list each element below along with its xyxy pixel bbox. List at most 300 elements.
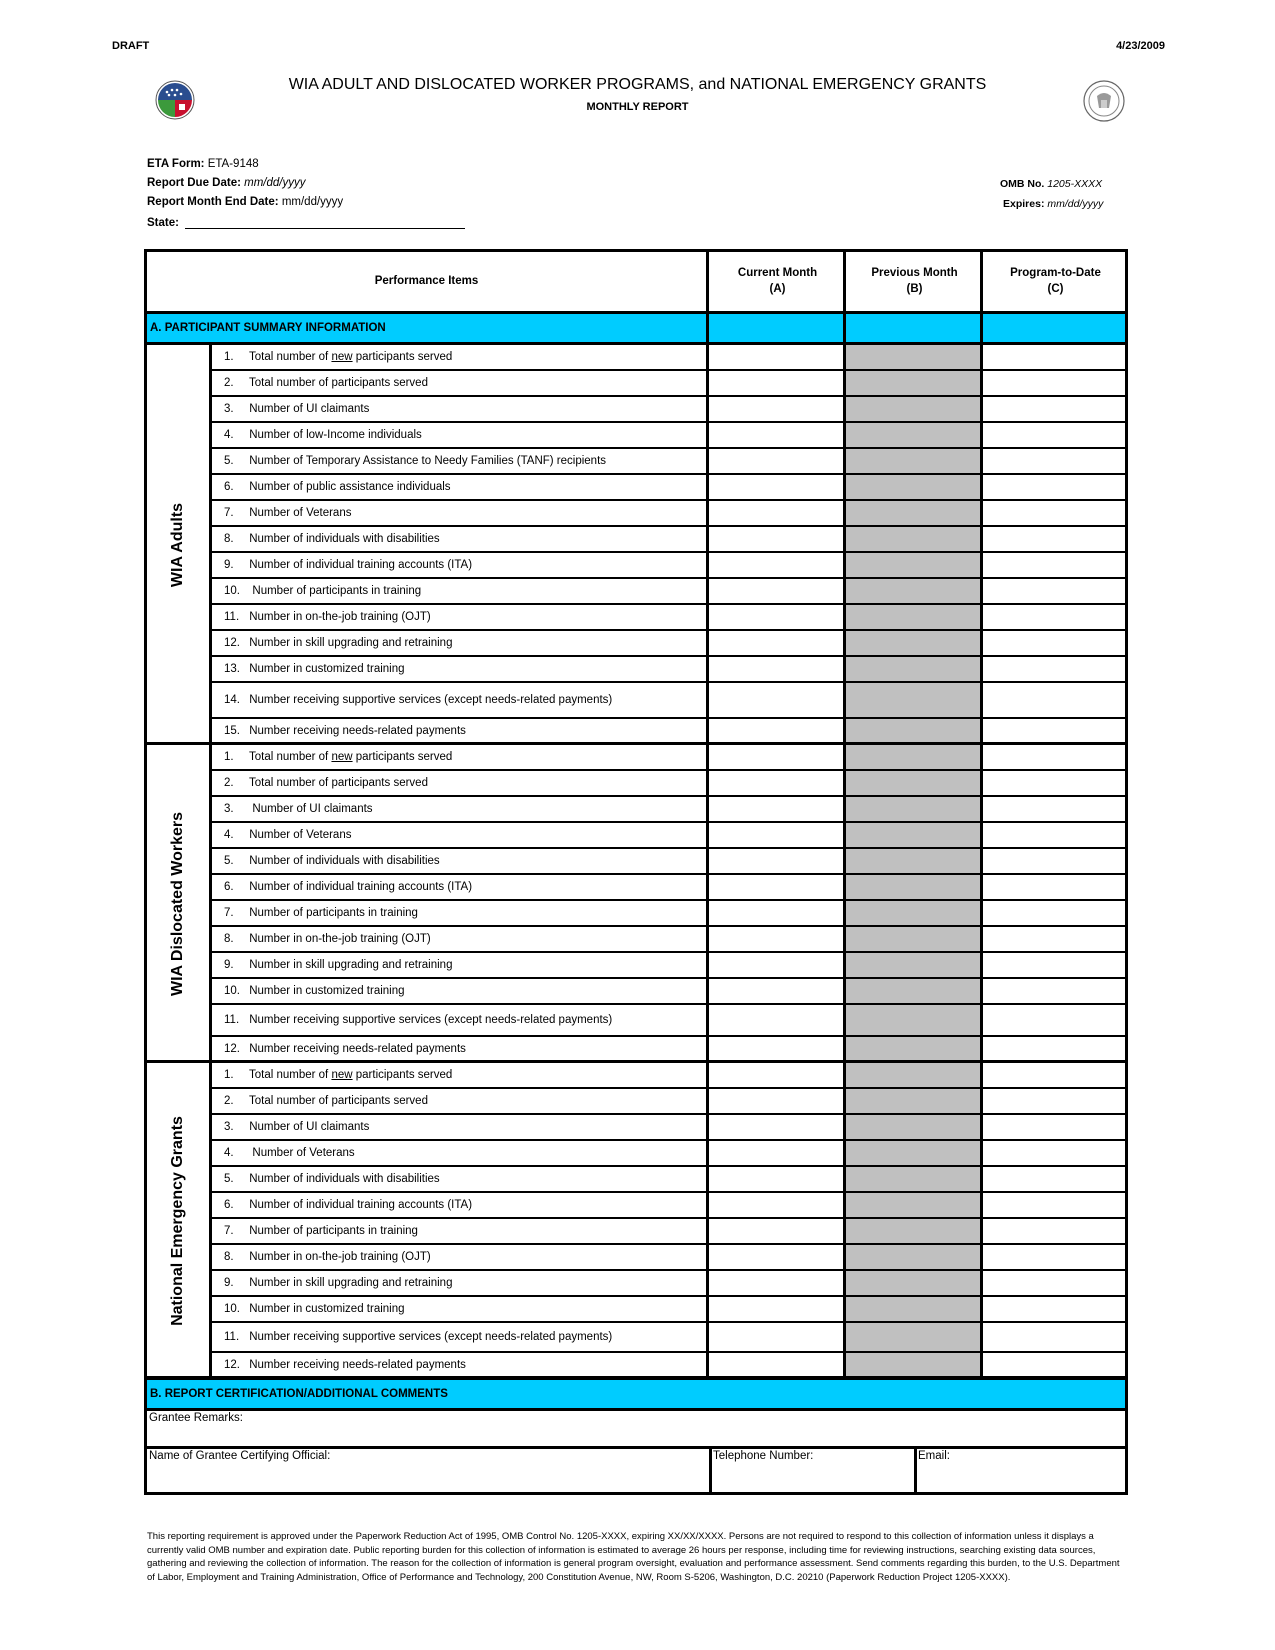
program-to-date-input[interactable] (983, 849, 1128, 873)
previous-month-cell (846, 631, 983, 655)
previous-month-cell (846, 1271, 983, 1295)
program-to-date-input[interactable] (983, 823, 1128, 847)
previous-month-cell (846, 371, 983, 395)
previous-month-cell (846, 1005, 983, 1035)
program-to-date-input[interactable] (983, 797, 1128, 821)
table-row (212, 397, 1128, 423)
grantee-remarks-label: Grantee Remarks: (149, 1412, 243, 1424)
table-row (212, 553, 1128, 579)
current-month-input[interactable] (709, 397, 846, 421)
row-label (224, 849, 440, 873)
previous-month-cell (846, 927, 983, 951)
previous-month-cell (846, 849, 983, 873)
previous-month-cell (846, 501, 983, 525)
row-text: Number of individual training accounts (ITA) (246, 1199, 473, 1211)
previous-month-cell (846, 1037, 983, 1060)
program-to-date-input[interactable] (983, 771, 1128, 795)
row-number: 12. (224, 637, 240, 649)
omb-field (1000, 178, 1102, 190)
due-date-value[interactable]: mm/dd/yyyy (244, 177, 306, 189)
column-divider-c (980, 249, 983, 1379)
row-text: Number receiving supportive services (except needs-related payments) (246, 694, 613, 706)
program-to-date-input[interactable] (983, 901, 1128, 925)
current-month-input[interactable] (709, 901, 846, 925)
table-row (212, 745, 1128, 771)
program-to-date-input[interactable] (983, 579, 1128, 603)
row-label (224, 1141, 355, 1165)
current-month-input[interactable] (709, 1297, 846, 1321)
current-month-input[interactable] (709, 683, 846, 717)
row-text: Number in on-the-job training (OJT) (246, 933, 431, 945)
current-month-input[interactable] (709, 1219, 846, 1243)
row-text: Number receiving supportive services (except needs-related payments) (246, 1331, 613, 1343)
program-to-date-input[interactable] (983, 1297, 1128, 1321)
table-row (212, 371, 1128, 397)
section-b-header: B. REPORT CERTIFICATION/ADDITIONAL COMMENTS (144, 1377, 1128, 1411)
table-row (212, 797, 1128, 823)
row-text: Number in customized training (246, 1303, 405, 1315)
table-row (212, 901, 1128, 927)
row-number: 2. (224, 777, 234, 789)
eta-form-value: ETA-9148 (207, 158, 259, 170)
program-to-date-input[interactable] (983, 1005, 1128, 1035)
current-month-input[interactable] (709, 579, 846, 603)
table-row (212, 1245, 1128, 1271)
table-row (212, 527, 1128, 553)
row-number: 2. (224, 1095, 234, 1107)
row-label (224, 927, 431, 951)
table-row (212, 1353, 1128, 1379)
row-text: Number receiving supportive services (except needs-related payments) (246, 1014, 613, 1026)
row-label (224, 527, 440, 551)
row-number: 3. (224, 803, 234, 815)
row-text: Number of UI claimants (246, 1121, 370, 1133)
row-text: participants served (352, 751, 453, 763)
row-number: 1. (224, 751, 234, 763)
row-number: 9. (224, 559, 234, 571)
current-month-input[interactable] (709, 1037, 846, 1060)
program-to-date-input[interactable] (983, 449, 1128, 473)
program-to-date-input[interactable] (983, 631, 1128, 655)
row-number: 3. (224, 403, 234, 415)
row-number: 11. (224, 611, 240, 623)
table-row (212, 927, 1128, 953)
table-row (212, 1219, 1128, 1245)
row-number: 1. (224, 1069, 234, 1081)
row-number: 4. (224, 1147, 234, 1159)
row-number: 15. (224, 724, 240, 737)
group-label (144, 345, 212, 745)
previous-month-cell (846, 953, 983, 977)
row-label (224, 771, 428, 795)
program-to-date-input[interactable] (983, 1219, 1128, 1243)
current-month-input[interactable] (709, 771, 846, 795)
current-month-input[interactable] (709, 823, 846, 847)
row-text: Number of Veterans (246, 507, 352, 519)
previous-month-cell (846, 901, 983, 925)
current-month-input[interactable] (709, 1193, 846, 1217)
row-number: 8. (224, 1251, 234, 1263)
group-label-text: WIA Adults (169, 502, 187, 588)
row-label (224, 745, 452, 769)
document-date: 4/23/2009 (1116, 40, 1165, 52)
current-month-input[interactable] (709, 1115, 846, 1139)
state-label: State: (147, 217, 179, 229)
group-label (144, 1063, 212, 1379)
row-label (224, 979, 405, 1003)
table-row (212, 1141, 1128, 1167)
table-row (212, 1271, 1128, 1297)
column-header-performance-items (144, 249, 709, 313)
program-to-date-input[interactable] (983, 657, 1128, 681)
column-header-label: Program-to-Date (1010, 267, 1101, 279)
email-label: Email: (918, 1450, 950, 1462)
program-to-date-input[interactable] (983, 1245, 1128, 1269)
row-label (224, 1245, 431, 1269)
grantee-remarks-field[interactable] (144, 1411, 1128, 1449)
row-label (224, 1323, 612, 1351)
row-label (224, 501, 351, 525)
current-month-input[interactable] (709, 1353, 846, 1376)
month-end-date-label: Report Month End Date: (147, 196, 279, 208)
current-month-input[interactable] (709, 953, 846, 977)
previous-month-cell (846, 745, 983, 769)
program-to-date-input[interactable] (983, 397, 1128, 421)
row-number: 9. (224, 1277, 234, 1289)
telephone-field[interactable] (709, 1449, 917, 1492)
row-label (224, 475, 451, 499)
table-row (212, 683, 1128, 719)
program-to-date-input[interactable] (983, 1141, 1128, 1165)
row-label (224, 1193, 472, 1217)
row-number: 9. (224, 959, 234, 971)
program-to-date-input[interactable] (983, 1353, 1128, 1376)
group-label (144, 745, 212, 1063)
row-label (224, 553, 472, 577)
row-text: Number in skill upgrading and retraining (246, 637, 453, 649)
draft-label: DRAFT (112, 40, 150, 52)
row-label (224, 657, 405, 681)
row-label (224, 1271, 452, 1295)
row-text: Total number of (246, 751, 332, 763)
certifying-official-label: Name of Grantee Certifying Official: (149, 1450, 331, 1462)
table-row (212, 579, 1128, 605)
table-row (212, 1323, 1128, 1353)
row-label (224, 579, 421, 603)
row-label (224, 953, 452, 977)
row-label (224, 1089, 428, 1113)
expires-field (1003, 198, 1103, 210)
row-text: Number in skill upgrading and retraining (246, 1277, 453, 1289)
current-month-input[interactable] (709, 423, 846, 447)
row-number: 10. (224, 985, 240, 997)
table-row (212, 953, 1128, 979)
program-to-date-input[interactable] (983, 953, 1128, 977)
row-text: Number of public assistance individuals (246, 481, 451, 493)
state-input[interactable] (185, 216, 465, 229)
column-header-current-month (709, 249, 846, 313)
expires-value: mm/dd/yyyy (1047, 198, 1104, 210)
row-label (224, 449, 606, 473)
table-row (212, 1167, 1128, 1193)
row-number: 10. (224, 585, 240, 597)
current-month-input[interactable] (709, 927, 846, 951)
current-month-input[interactable] (709, 1167, 846, 1191)
program-to-date-input[interactable] (983, 605, 1128, 629)
row-label (224, 1063, 452, 1087)
current-month-input[interactable] (709, 553, 846, 577)
row-number: 6. (224, 481, 234, 493)
row-number: 6. (224, 881, 234, 893)
row-text: Number of individuals with disabilities (246, 533, 440, 545)
email-field[interactable] (914, 1449, 1125, 1492)
previous-month-cell (846, 475, 983, 499)
table-top-border (144, 249, 1128, 252)
previous-month-cell (846, 875, 983, 899)
month-end-date-field (147, 196, 343, 208)
row-number: 12. (224, 1358, 240, 1371)
program-to-date-input[interactable] (983, 501, 1128, 525)
program-to-date-input[interactable] (983, 745, 1128, 769)
current-month-input[interactable] (709, 1271, 846, 1295)
previous-month-cell (846, 527, 983, 551)
column-header-label: Current Month (737, 267, 818, 279)
row-text: Total number of (246, 1069, 332, 1081)
current-month-input[interactable] (709, 745, 846, 769)
row-text: Number of participants in training (246, 907, 418, 919)
row-label (224, 719, 466, 742)
current-month-input[interactable] (709, 1005, 846, 1035)
table-row (212, 875, 1128, 901)
previous-month-cell (846, 1115, 983, 1139)
previous-month-cell (846, 823, 983, 847)
row-text: Number of low-Income individuals (246, 429, 422, 441)
program-to-date-input[interactable] (983, 1063, 1128, 1087)
current-month-input[interactable] (709, 1245, 846, 1269)
row-number: 4. (224, 829, 234, 841)
program-to-date-input[interactable] (983, 1115, 1128, 1139)
program-to-date-input[interactable] (983, 875, 1128, 899)
table-row (212, 771, 1128, 797)
row-text: Total number of (246, 351, 332, 363)
current-month-input[interactable] (709, 875, 846, 899)
row-label (224, 631, 452, 655)
previous-month-cell (846, 1323, 983, 1351)
row-text: Number of individual training accounts (ITA) (246, 881, 473, 893)
table-row (212, 1297, 1128, 1323)
row-text: Number receiving needs-related payments (246, 1042, 466, 1055)
program-to-date-input[interactable] (983, 683, 1128, 717)
state-field (147, 216, 465, 229)
current-month-input[interactable] (709, 657, 846, 681)
previous-month-cell (846, 553, 983, 577)
group-label-text: WIA Dislocated Workers (169, 811, 187, 997)
table-row (212, 849, 1128, 875)
row-text: Number receiving needs-related payments (246, 724, 466, 737)
current-month-input[interactable] (709, 1141, 846, 1165)
table-right-border (1125, 249, 1128, 1379)
previous-month-cell (846, 1193, 983, 1217)
previous-month-cell (846, 605, 983, 629)
row-number: 14. (224, 694, 240, 706)
current-month-input[interactable] (709, 371, 846, 395)
column-header-sublabel: (A) (769, 283, 786, 295)
current-month-input[interactable] (709, 849, 846, 873)
current-month-input[interactable] (709, 719, 846, 742)
table-row (212, 1005, 1128, 1037)
expires-label: Expires: (1003, 198, 1045, 210)
table-row (212, 823, 1128, 849)
program-to-date-input[interactable] (983, 1193, 1128, 1217)
program-to-date-input[interactable] (983, 979, 1128, 1003)
current-month-input[interactable] (709, 501, 846, 525)
row-label (224, 1167, 440, 1191)
program-to-date-input[interactable] (983, 475, 1128, 499)
table-row (212, 1037, 1128, 1063)
due-date-field (147, 177, 305, 189)
row-number: 7. (224, 507, 234, 519)
current-month-input[interactable] (709, 1089, 846, 1113)
row-number: 6. (224, 1199, 234, 1211)
table-row (212, 657, 1128, 683)
row-number: 11. (224, 1331, 240, 1343)
previous-month-cell (846, 771, 983, 795)
row-text: participants served (352, 1069, 453, 1081)
row-label (224, 371, 428, 395)
column-divider-b (843, 249, 846, 1379)
previous-month-cell (846, 797, 983, 821)
row-text: Number of UI claimants (246, 403, 370, 415)
row-number: 12. (224, 1042, 240, 1055)
previous-month-cell (846, 1089, 983, 1113)
row-number: 8. (224, 533, 234, 545)
previous-month-cell (846, 1219, 983, 1243)
current-month-input[interactable] (709, 475, 846, 499)
previous-month-cell (846, 719, 983, 742)
row-label (224, 1037, 466, 1060)
previous-month-cell (846, 979, 983, 1003)
row-text: Number of individuals with disabilities (246, 855, 440, 867)
table-row (212, 1193, 1128, 1219)
section-a-header: A. PARTICIPANT SUMMARY INFORMATION (144, 311, 1128, 345)
row-text: Total number of participants served (246, 1095, 428, 1107)
row-label (224, 1297, 405, 1321)
row-label (224, 423, 422, 447)
current-month-input[interactable] (709, 797, 846, 821)
column-header-label: Previous Month (871, 267, 958, 279)
current-month-input[interactable] (709, 345, 846, 369)
row-label (224, 345, 452, 369)
group-label-text: National Emergency Grants (169, 1116, 186, 1326)
program-to-date-input[interactable] (983, 1089, 1128, 1113)
eta-form-label: ETA Form: (147, 158, 205, 170)
current-month-input[interactable] (709, 527, 846, 551)
program-to-date-input[interactable] (983, 719, 1128, 742)
eta-form-field (147, 158, 259, 170)
table-row (212, 631, 1128, 657)
program-to-date-input[interactable] (983, 927, 1128, 951)
row-text: Number of Veterans (246, 1147, 355, 1159)
row-text-emphasis: new (331, 351, 353, 363)
column-divider-a (706, 249, 709, 1379)
table-row (212, 1089, 1128, 1115)
program-to-date-input[interactable] (983, 423, 1128, 447)
previous-month-cell (846, 397, 983, 421)
program-to-date-input[interactable] (983, 527, 1128, 551)
program-to-date-input[interactable] (983, 1271, 1128, 1295)
row-text: participants served (352, 351, 453, 363)
program-to-date-input[interactable] (983, 1037, 1128, 1060)
row-number: 5. (224, 455, 234, 467)
current-month-input[interactable] (709, 605, 846, 629)
table-row (212, 475, 1128, 501)
table-row (212, 501, 1128, 527)
row-text: Number in skill upgrading and retraining (246, 959, 453, 971)
row-text-emphasis: new (331, 751, 353, 763)
row-label (224, 1353, 466, 1376)
row-number: 13. (224, 663, 240, 675)
program-to-date-input[interactable] (983, 553, 1128, 577)
row-text: Number in customized training (246, 663, 405, 675)
row-label (224, 875, 472, 899)
program-to-date-input[interactable] (983, 1167, 1128, 1191)
table-row (212, 719, 1128, 745)
column-header-program-to-date (983, 249, 1128, 313)
row-number: 3. (224, 1121, 234, 1133)
paperwork-reduction-notice: This reporting requirement is approved under the Paperwork Reduction Act of 1995, OMB Control No. 1205-XXXX, expiring XX/XX/XXXX. Persons are not required to respond to this collection of information unless it displays a currently valid OMB number and expiration date. Public reporting burden for this collection of information is estimated to average 26 hours per response, including time for reviewing instructions, searching existing data sources, gathering and reviewing the collection of information. The reason for the collection of information is general program oversight, evaluation and performance assessment. Send comments regarding this burden, to the U.S. Department of Labor, Employment and Training Administration, Office of Performance and Technology, 200 Constitution Avenue, NW, Room S-5206, Washington, D.C. 20210 (Paperwork Reduction Project 1205-XXXX). (147, 1531, 1120, 1583)
row-label (224, 397, 369, 421)
previous-month-cell (846, 657, 983, 681)
row-text: Number of Veterans (246, 829, 352, 841)
program-to-date-input[interactable] (983, 371, 1128, 395)
row-label (224, 683, 612, 717)
table-left-border (144, 249, 147, 1379)
table-row (212, 1115, 1128, 1141)
table-row (212, 345, 1128, 371)
column-header-label: Performance Items (374, 275, 479, 287)
previous-month-cell (846, 1297, 983, 1321)
row-text: Number in customized training (246, 985, 405, 997)
row-label (224, 1219, 418, 1243)
previous-month-cell (846, 1245, 983, 1269)
row-text: Total number of participants served (246, 777, 428, 789)
table-row (212, 1063, 1128, 1089)
program-to-date-input[interactable] (983, 1323, 1128, 1351)
omb-value: 1205-XXXX (1047, 178, 1103, 190)
month-end-date-value[interactable]: mm/dd/yyyy (281, 196, 344, 208)
telephone-label: Telephone Number: (713, 1450, 814, 1462)
table-row (212, 423, 1128, 449)
current-month-input[interactable] (709, 631, 846, 655)
current-month-input[interactable] (709, 1063, 846, 1087)
program-to-date-input[interactable] (983, 345, 1128, 369)
previous-month-cell (846, 1167, 983, 1191)
certifying-official-field[interactable] (147, 1449, 709, 1492)
row-text: Number of participants in training (246, 585, 422, 597)
row-number: 8. (224, 933, 234, 945)
previous-month-cell (846, 1353, 983, 1376)
row-label (224, 797, 373, 821)
current-month-input[interactable] (709, 979, 846, 1003)
row-text: Number receiving needs-related payments (246, 1358, 466, 1371)
row-label (224, 1005, 612, 1035)
row-number: 1. (224, 351, 234, 363)
row-number: 7. (224, 1225, 234, 1237)
row-text: Total number of participants served (246, 377, 428, 389)
report-title: WIA ADULT AND DISLOCATED WORKER PROGRAMS, and NATIONAL EMERGENCY GRANTS (288, 76, 987, 93)
current-month-input[interactable] (709, 449, 846, 473)
current-month-input[interactable] (709, 1323, 846, 1351)
